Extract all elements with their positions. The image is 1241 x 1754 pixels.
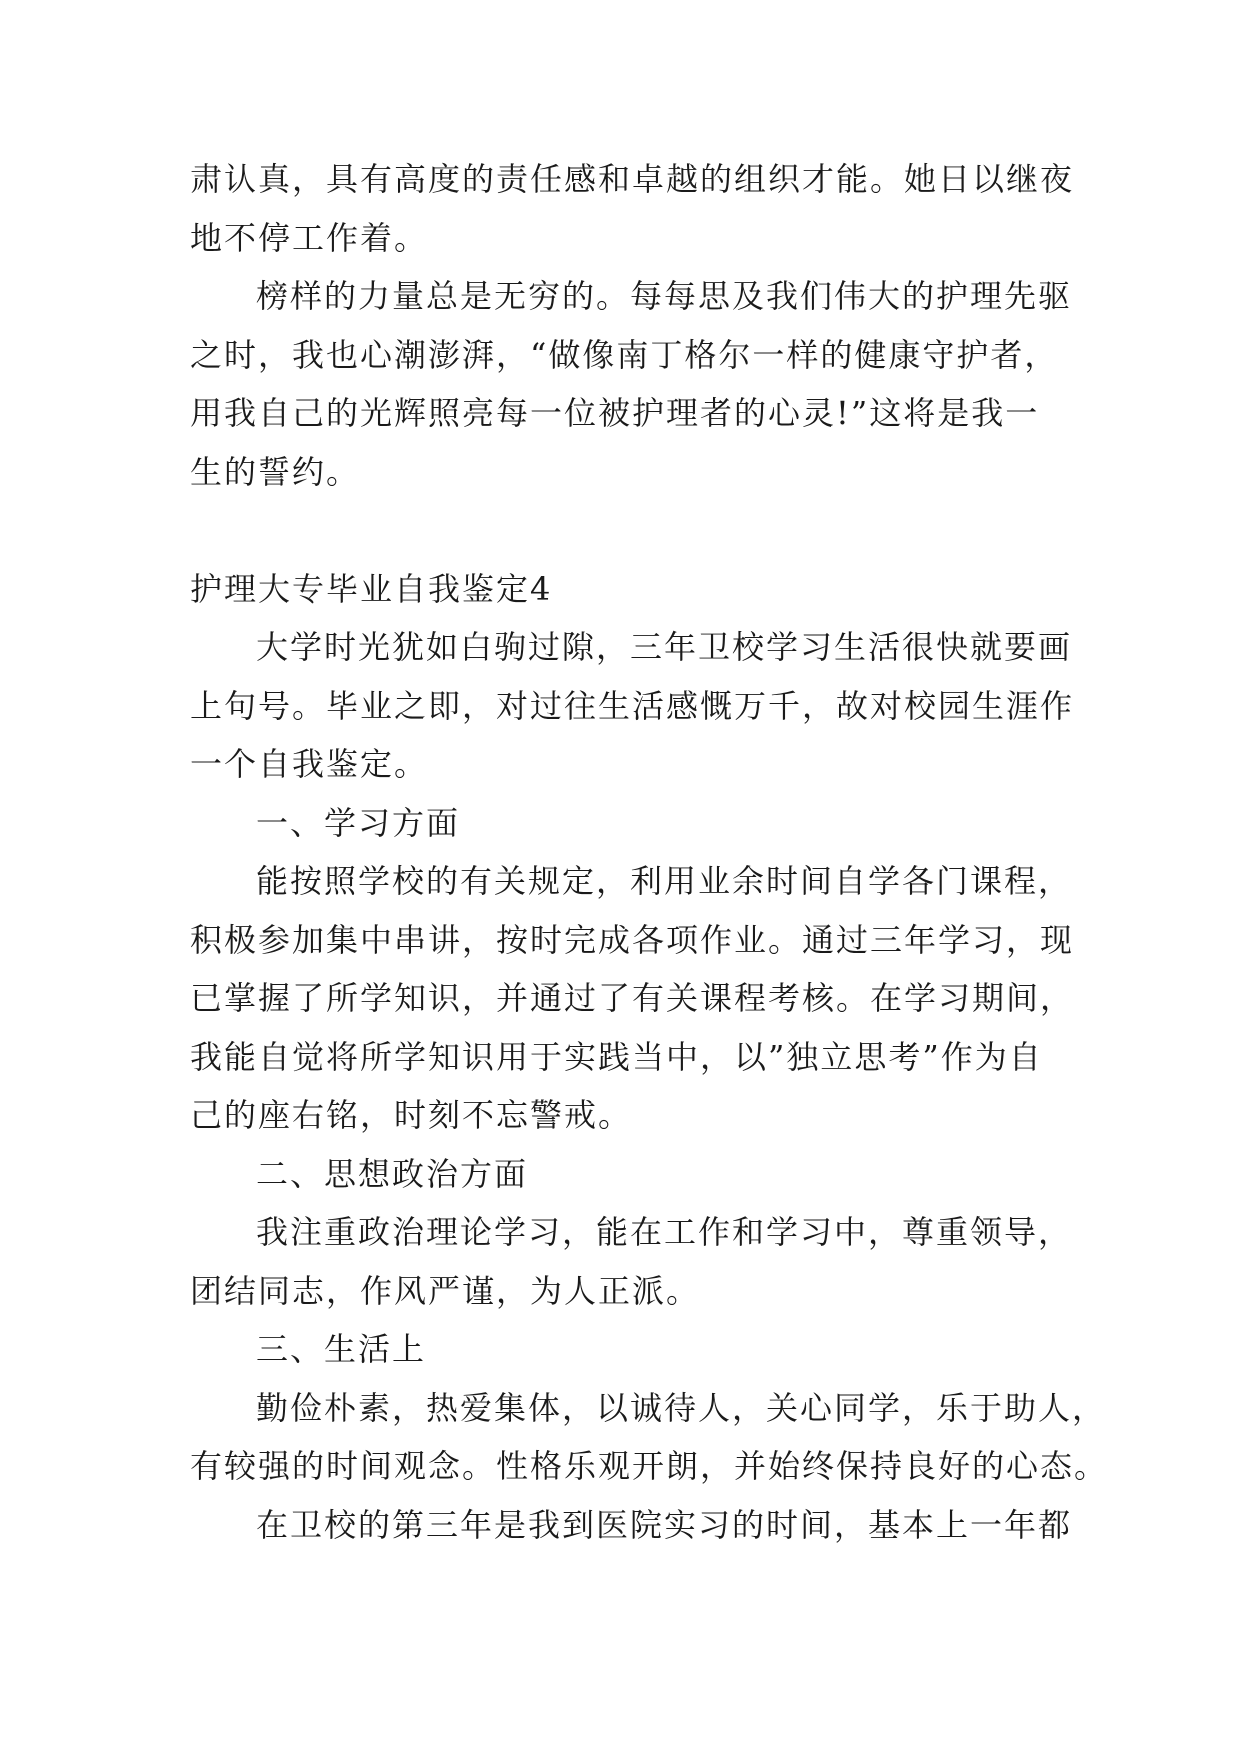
paragraph-start: 榜样的力量总是无穷的。每每思及我们伟大的护理先驱: [256, 277, 1073, 315]
text-line: 己的座右铭，时刻不忘警戒。: [190, 1096, 633, 1134]
text-line: 有较强的时间观念。性格乐观开朗，并始终保持良好的心态。: [190, 1447, 1109, 1485]
text-line: 团结同志，作风严谨，为人正派。: [190, 1271, 701, 1310]
subheading-study: 一、学习方面: [256, 803, 461, 842]
text-line: 地不停工作着。: [190, 218, 429, 257]
text-line: 积极参加集中串讲，按时完成各项作业。通过三年学习，现: [190, 920, 1075, 959]
text-line: 已掌握了所学知识，并通过了有关课程考核。在学习期间，: [190, 979, 1075, 1017]
text-line: 生的誓约。: [190, 452, 361, 491]
text-line: 肃认真，具有高度的责任感和卓越的组织才能。她日以继夜: [190, 160, 1075, 198]
blank-line: [190, 501, 1050, 560]
section-heading: 护理大专毕业自我鉴定4: [190, 569, 553, 608]
paragraph-start: 勤俭朴素，热爱集体，以诚待人，关心同学，乐于助人，: [256, 1388, 1107, 1427]
text-line: 上句号。毕业之即，对过往生活感慨万千，故对校园生涯作: [190, 686, 1075, 725]
subheading-life: 三、生活上: [256, 1330, 427, 1368]
subheading-politics: 二、思想政治方面: [256, 1154, 529, 1193]
paragraph-start: 大学时光犹如白驹过隙，三年卫校学习生活很快就要画: [256, 628, 1073, 666]
document-page: [190, 150, 1109, 1554]
text-line: 之时，我也心潮澎湃，“做像南丁格尔一样的健康守护者，: [190, 335, 1059, 374]
paragraph-start: 我注重政治理论学习，能在工作和学习中，尊重领导，: [256, 1213, 1073, 1251]
paragraph-start: 在卫校的第三年是我到医院实习的时间，基本上一年都: [256, 1505, 1073, 1544]
text-line: 一个自我鉴定。: [190, 745, 429, 783]
text-line: 我能自觉将所学知识用于实践当中，以”独立思考”作为自: [190, 1037, 1043, 1076]
paragraph-start: 能按照学校的有关规定，利用业余时间自学各门课程，: [256, 862, 1073, 900]
text-line: 用我自己的光辉照亮每一位被护理者的心灵!”这将是我一: [190, 394, 1040, 432]
